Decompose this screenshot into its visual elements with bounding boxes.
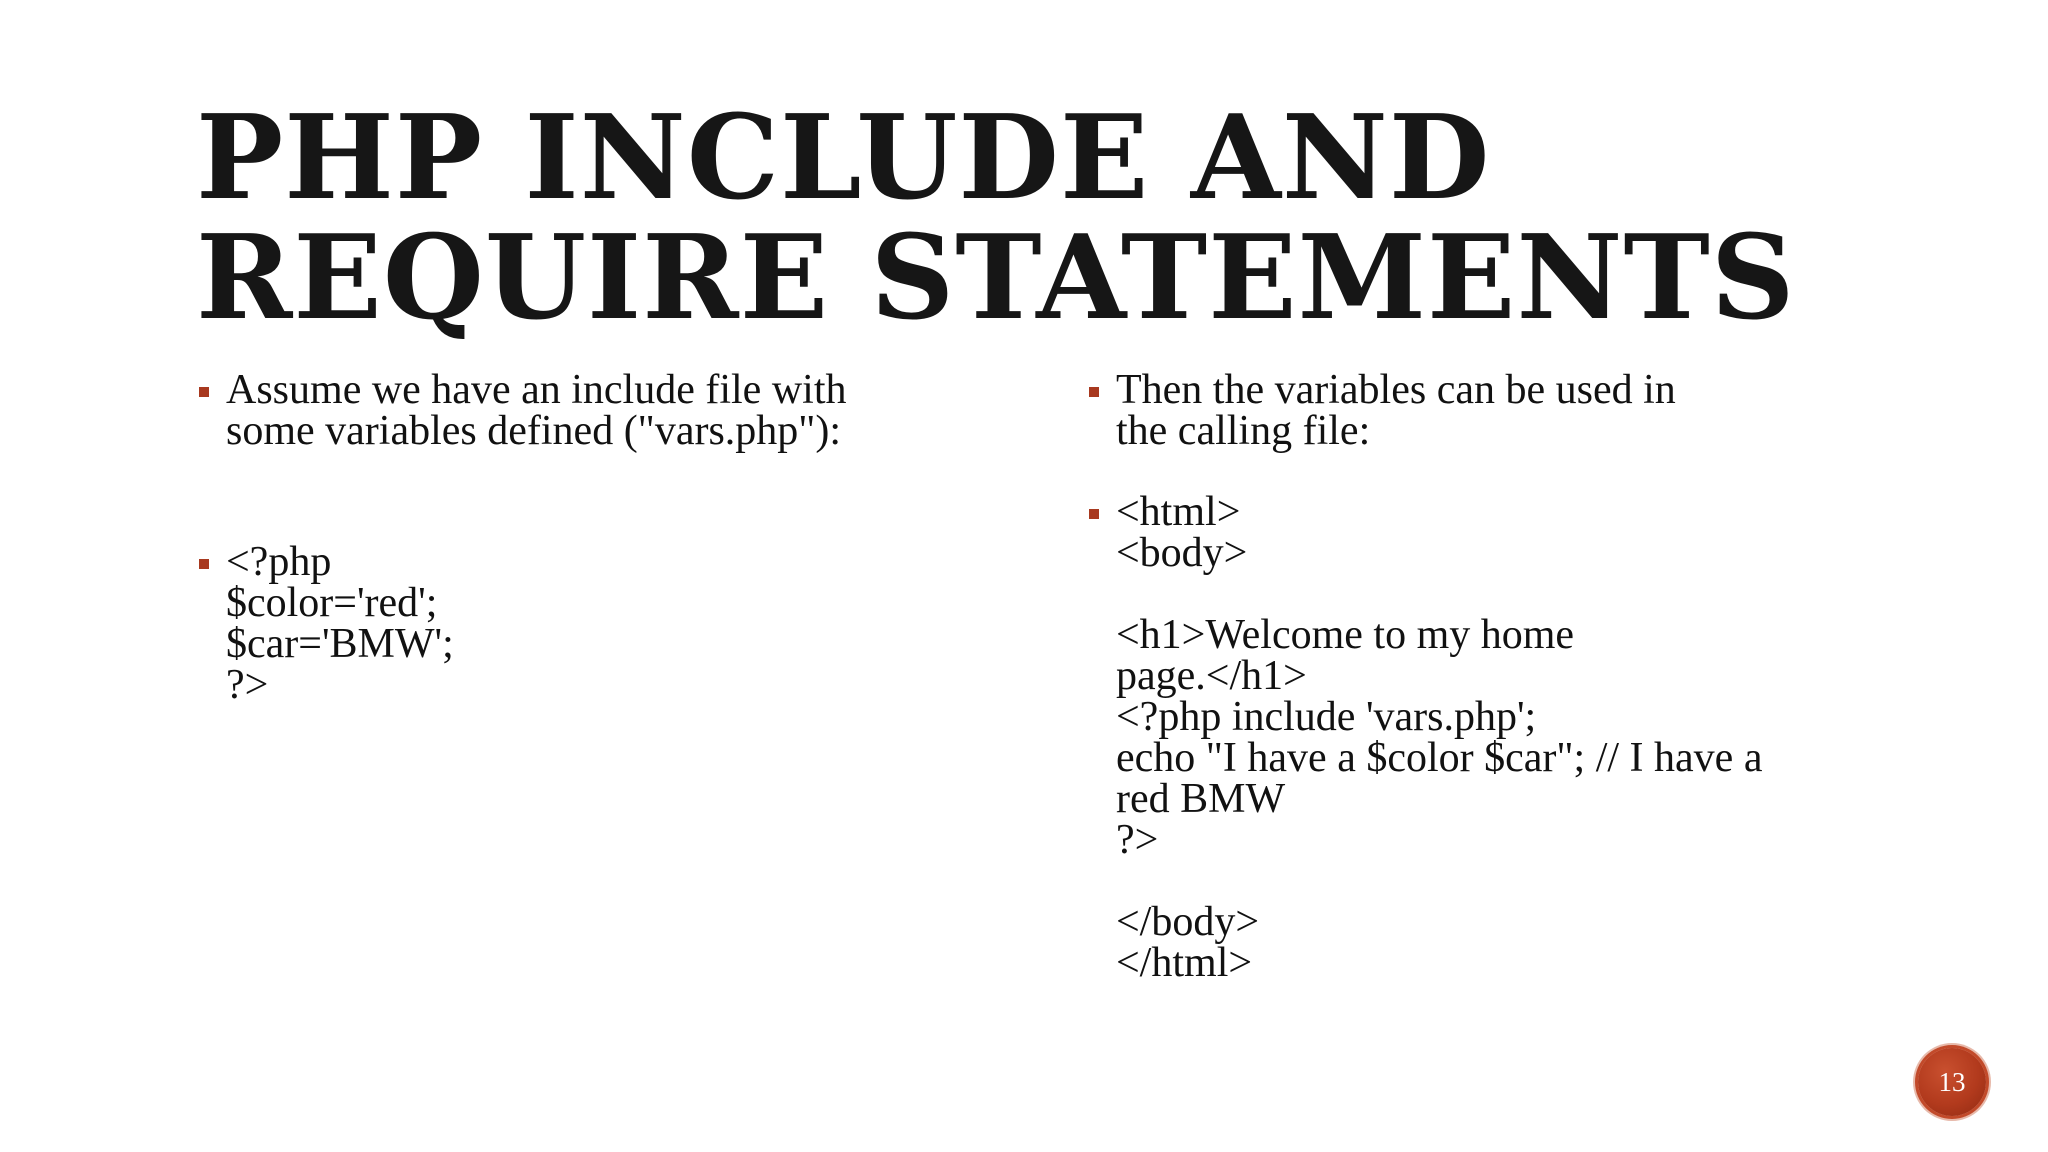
code-line: </html> (1116, 940, 1253, 986)
code-line: red BMW (1116, 776, 1286, 822)
code-line: $color='red'; (226, 580, 438, 626)
title-line-2: REQUIRE STATEMENTS (196, 210, 1796, 346)
bullet-include-file-intro (196, 367, 1056, 454)
page-number: 13 (1938, 1066, 1966, 1097)
bullet-vars-php-code (196, 539, 1056, 708)
code-line: $car='BMW'; (226, 621, 454, 667)
bullet-square-icon (1089, 509, 1099, 519)
code-line: page.</h1> (1116, 653, 1307, 699)
code-line: <body> (1116, 530, 1248, 576)
code-line (1116, 861, 1986, 902)
right-column (1086, 367, 1986, 986)
text-line: Assume we have an include file with (226, 367, 847, 413)
page-number-badge (1918, 1048, 1986, 1116)
bullet-calling-file-code (1086, 489, 1986, 986)
code-line: ?> (1116, 817, 1159, 863)
left-column (196, 367, 1056, 708)
bullet-square-icon (199, 387, 209, 397)
code-line: <?php include 'vars.php'; (1116, 694, 1537, 740)
text-line: Then the variables can be used in (1116, 367, 1676, 413)
code-line: <h1>Welcome to my home (1116, 612, 1575, 658)
bullet-square-icon (1089, 387, 1099, 397)
slide-title (196, 90, 1896, 346)
code-line: <?php (226, 539, 332, 585)
code-line (1116, 574, 1986, 615)
text-line: the calling file: (1116, 408, 1371, 454)
code-line: ?> (226, 662, 269, 708)
code-line: </body> (1116, 899, 1260, 945)
code-line: <html> (1116, 489, 1241, 535)
bullet-calling-file-intro (1086, 367, 1986, 454)
title-line-1: PHP INCLUDE AND (196, 90, 1491, 226)
bullet-square-icon (199, 559, 209, 569)
text-line: some variables defined ("vars.php"): (226, 408, 842, 454)
code-line: echo "I have a $color $car"; // I have a (1116, 735, 1763, 781)
